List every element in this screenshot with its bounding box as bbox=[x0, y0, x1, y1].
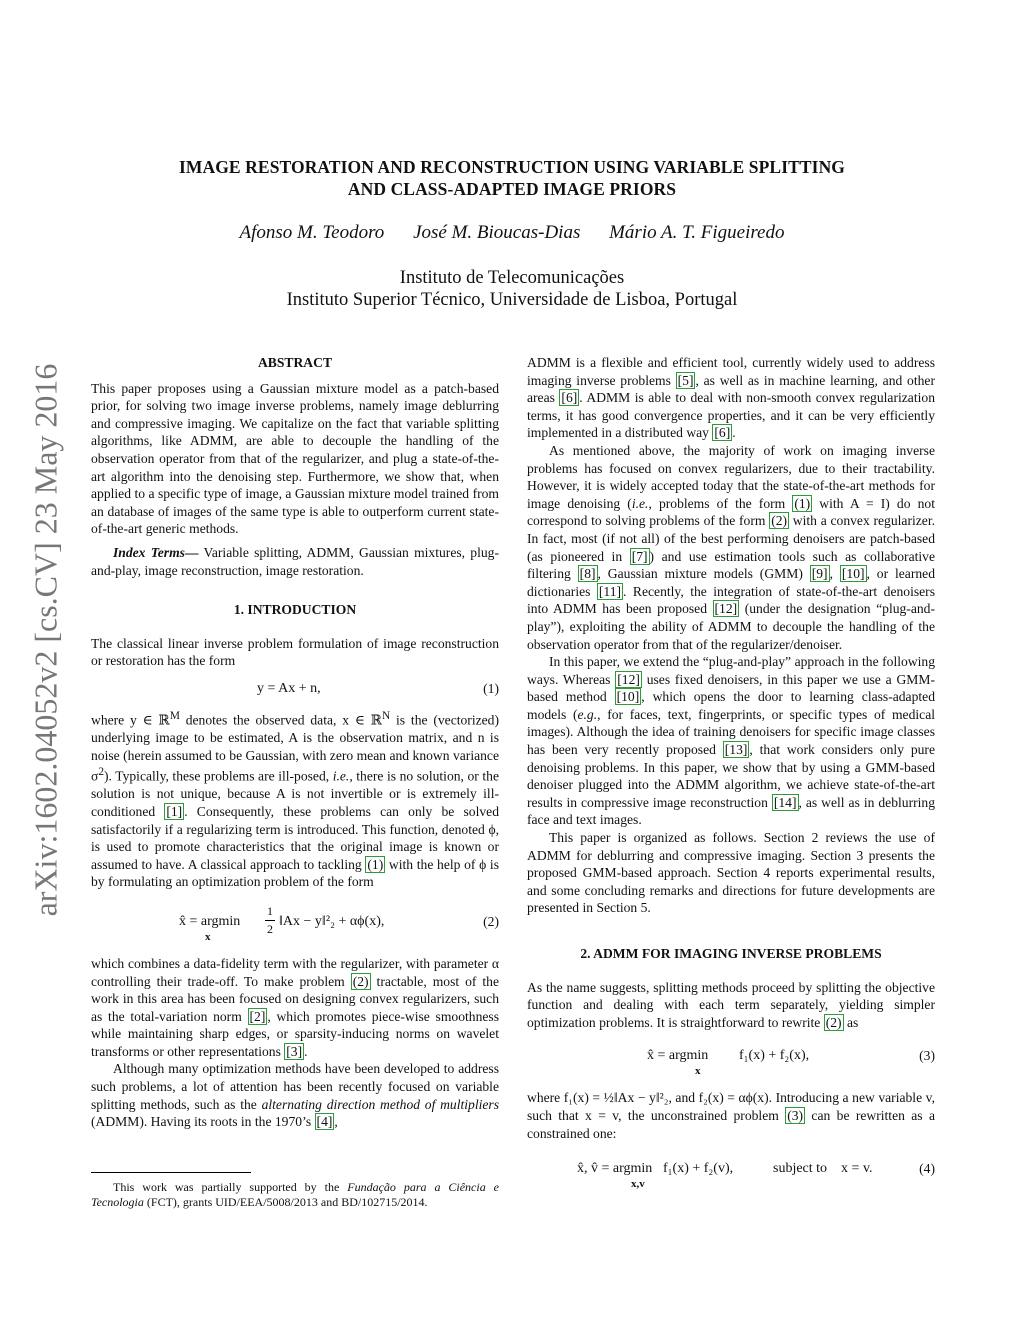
right-p2-a: As mentioned above, the majority of work on imaging inverse problems has focused on convex regularizers, due to their tractability. However, it is widely accepted today that the state-of-the-art methods for image denoising ( bbox=[527, 442, 935, 511]
equation-2-lhs: x̂ = argmin bbox=[179, 913, 241, 929]
right-p1-d: . bbox=[732, 425, 736, 441]
intro-p2-e: , there is no solution, or the solution is not unique, because A is not invertible or is extremely ill-conditioned bbox=[91, 768, 499, 819]
intro-p2-f: . Consequently, these problems can only be solved satisfactorily if a regularizing term is introduced. This function, denoted ϕ, is used to promote characteristics that the original image is known or assumed to have. A classical approach to tackling bbox=[91, 803, 499, 872]
section-2-heading: 2. ADMM FOR IMAGING INVERSE PROBLEMS bbox=[580, 946, 882, 961]
citation-2[interactable]: [2] bbox=[249, 1008, 266, 1024]
right-p2-d: with a convex regularizer. In fact, most (if not all) of the best performing denoisers are patch-based (as pioneered in bbox=[527, 513, 935, 564]
equation-3-rhs: f₁(x) + f₂(x), bbox=[739, 1048, 810, 1064]
intro-p2-sup1: M bbox=[169, 709, 180, 722]
citation-5[interactable]: [5] bbox=[677, 372, 694, 388]
citation-12[interactable]: [12] bbox=[714, 601, 738, 617]
right-p2 bbox=[527, 442, 935, 653]
paper-title bbox=[0, 156, 1024, 200]
equation-4-rhs: f₁(x) + f₂(v), bbox=[663, 1161, 734, 1177]
intro-p2-sup3: 2 bbox=[98, 766, 104, 779]
right-p1 bbox=[527, 354, 935, 442]
equation-4-sub: x,v bbox=[631, 1178, 645, 1191]
footnote-rule bbox=[91, 1172, 251, 1173]
right-p1-c: . ADMM is able to deal with non-smooth convex regularization terms, it has good convergence properties, and it can be very efficiently implemented in a distributed way bbox=[527, 390, 935, 441]
right-p2-i: . Recently, the integration of state-of-the-art denoisers into ADMM has been proposed bbox=[527, 583, 935, 617]
index-terms-text: Variable splitting, ADMM, Gaussian mixtures, plug-and-play, image reconstruction, image restoration. bbox=[91, 544, 499, 578]
right-p5-a: As the name suggests, splitting methods proceed by splitting the objective function and dealing with each term separately, yielding simpler optimization problems. It is straightforward to rewrite bbox=[527, 979, 935, 1030]
footnote-b: (FCT), grants UID/EEA/5008/2013 and BD/102715/2014. bbox=[143, 1195, 428, 1209]
title-line-1: IMAGE RESTORATION AND RECONSTRUCTION USING VARIABLE SPLITTING bbox=[178, 157, 846, 177]
arxiv-stamp bbox=[28, 340, 64, 940]
right-p6 bbox=[527, 1089, 935, 1142]
citation-11[interactable]: [11] bbox=[598, 583, 622, 599]
equation-ref-2c[interactable]: (2) bbox=[825, 1014, 842, 1030]
citation-6[interactable]: [6] bbox=[561, 390, 578, 406]
citation-10[interactable]: [10] bbox=[841, 566, 865, 582]
right-p3-d: , for faces, text, fingerprints, or specific types of medical images). Although the idea of training denoisers for specific image classes has been very recently proposed bbox=[527, 706, 936, 758]
intro-p2-c: is the (vectorized) underlying image to be estimated, A is the observation matrix, and n is noise (herein assumed to be Gaussian, with zero mean and known variance σ bbox=[91, 712, 500, 784]
right-column bbox=[527, 354, 935, 1190]
citation-1[interactable]: [1] bbox=[166, 803, 183, 819]
affiliation-line-2: Instituto Superior Técnico, Universidade de Lisboa, Portugal bbox=[286, 290, 738, 310]
intro-p2-a: where y ∈ ℝ bbox=[91, 712, 170, 728]
intro-p2-ie: i.e. bbox=[332, 768, 350, 784]
right-p5-b: as bbox=[843, 1014, 859, 1030]
equation-4-number: (4) bbox=[919, 1161, 935, 1177]
right-p2-c: with A = I) do not correspond to solving problems of the form bbox=[527, 495, 936, 529]
equation-2 bbox=[91, 891, 499, 947]
equation-ref-1b[interactable]: (1) bbox=[794, 495, 811, 511]
right-p6-b: can be rewritten as a constrained one: bbox=[527, 1107, 935, 1141]
right-p3-eg: e.g. bbox=[577, 706, 598, 722]
equation-3-sub: x bbox=[695, 1065, 701, 1078]
equation-4-lhs: x̂, v̂ = argmin bbox=[577, 1161, 653, 1177]
equation-ref-2[interactable]: (2) bbox=[352, 973, 369, 989]
equation-3 bbox=[527, 1031, 935, 1081]
affiliation-line-1: Instituto de Telecomunicações bbox=[399, 268, 625, 288]
equation-ref-1[interactable]: (1) bbox=[367, 856, 384, 872]
equation-2-frac bbox=[265, 903, 275, 938]
equation-3-lhs: x̂ = argmin bbox=[647, 1048, 709, 1064]
intro-p2-b: denotes the observed data, x ∈ ℝ bbox=[179, 712, 383, 728]
equation-2-frac-den: 2 bbox=[265, 920, 275, 939]
intro-p2-sup2: N bbox=[382, 709, 391, 722]
left-column bbox=[91, 354, 499, 1131]
citation-3[interactable]: [3] bbox=[286, 1043, 303, 1059]
intro-p3-a: which combines a data-fidelity term with the regularizer, with parameter α controlling their trade-off. To make problem bbox=[91, 955, 499, 989]
intro-p3-d: . bbox=[304, 1043, 308, 1059]
citation-14[interactable]: [14] bbox=[773, 794, 797, 810]
equation-2-rhs: ‖Ax − y‖²₂ + αϕ(x), bbox=[279, 913, 385, 929]
equation-2-number: (2) bbox=[483, 913, 499, 929]
right-p3-f: , as well as in deblurring face and text images. bbox=[527, 794, 935, 828]
footnote bbox=[91, 1180, 499, 1210]
intro-p4-b: (ADMM). Having its roots in the 1970’s bbox=[91, 1114, 315, 1130]
affiliation bbox=[0, 267, 1024, 311]
intro-p3-b: tractable, most of the work in this area has been focused on designing convex regularizers, such as the total-variation norm bbox=[91, 973, 500, 1024]
index-terms-label: Index Terms— bbox=[113, 544, 199, 560]
intro-p3 bbox=[91, 955, 499, 1061]
intro-p4-italic: alternating direction method of multipliers bbox=[261, 1096, 499, 1112]
intro-p4-a: Although many optimization methods have been developed to address such problems, a lot of attention has been recently focused on variable splitting methods, such as the bbox=[91, 1061, 499, 1112]
citation-13[interactable]: [13] bbox=[724, 742, 748, 758]
equation-1-number: (1) bbox=[483, 680, 499, 696]
right-p2-e: ) and use estimation tools such as collaborative filtering bbox=[527, 548, 935, 582]
citation-10b[interactable]: [10] bbox=[616, 689, 640, 705]
intro-p2-g: with the help of ϕ is by formulating an optimization problem of the form bbox=[91, 856, 499, 890]
equation-2-sub: x bbox=[205, 930, 211, 943]
footnote-a: This work was partially supported by the bbox=[113, 1180, 348, 1194]
right-p2-f: , Gaussian mixture models (GMM) bbox=[597, 566, 810, 582]
intro-p4 bbox=[91, 1060, 499, 1130]
abstract-text: This paper proposes using a Gaussian mixture model as a patch-based prior, for solving two image inverse problems, namely image deblurring and compressive imaging. We capitalize on the fact that variable splitting algorithms, like ADMM, are able to decouple the handling of the observation operator from that of the regularizer, and plug a state-of-the-art algorithm into the denoising step. Furthermore, we show that, when applied to a specific type of image, a Gaussian mixture model trained from an database of images of the same type is able to outperform current state-of-the-art generic methods. bbox=[91, 380, 499, 537]
intro-p1: The classical linear inverse problem formulation of image reconstruction or restoration has the form bbox=[91, 635, 499, 669]
citation-6b[interactable]: [6] bbox=[714, 425, 731, 441]
right-p2-h: , or learned dictionaries bbox=[527, 566, 935, 599]
right-p3 bbox=[527, 653, 935, 829]
right-p2-ie: i.e. bbox=[631, 495, 649, 511]
citation-12b[interactable]: [12] bbox=[617, 671, 640, 687]
citation-7[interactable]: [7] bbox=[631, 548, 648, 564]
citation-9[interactable]: [9] bbox=[811, 566, 828, 582]
intro-p3-c: , which promotes piece-wise smoothness while maintaining sharp edges, or sparsity-inducing norms on wavelet transforms or other representations bbox=[91, 1008, 499, 1059]
equation-2-frac-num: 1 bbox=[267, 903, 273, 918]
right-p3-e: , that work considers only pure denoising problems. In this paper, we show that by using a GMM-based denoiser plugged into the ADMM algorithm, we achieve state-of-the-art results in compressive image reconstruction bbox=[527, 742, 935, 810]
right-p1-b: , as well as in machine learning, and other areas bbox=[527, 372, 935, 406]
citation-4[interactable]: [4] bbox=[316, 1114, 333, 1130]
right-p3-a: In this paper, we extend the “plug-and-play” approach in the following ways. Whereas bbox=[527, 654, 935, 687]
intro-p2 bbox=[91, 708, 499, 891]
citation-8[interactable]: [8] bbox=[579, 566, 596, 582]
right-p3-c: , which opens the door to learning class-adapted models ( bbox=[527, 689, 935, 722]
equation-1-body: y = Ax + n, bbox=[257, 680, 321, 696]
right-p3-b: uses fixed denoisers, in this paper we use a GMM-based method bbox=[527, 671, 935, 705]
right-p5 bbox=[527, 979, 935, 1032]
equation-4-condition: subject to x = v. bbox=[773, 1161, 873, 1177]
intro-heading: 1. INTRODUCTION bbox=[233, 602, 357, 618]
equation-3-number: (3) bbox=[919, 1048, 935, 1064]
footnote-italic: Fundação para a Ciência e Tecnologia bbox=[91, 1180, 499, 1209]
right-p2-j: (under the designation “plug-and-play”), exploiting the ability of ADMM to decouple the handling of the observation operator from that of the regularizer/denoiser. bbox=[527, 601, 935, 652]
right-p1-a: ADMM is a flexible and efficient tool, currently widely used to address imaging inverse problems bbox=[527, 355, 935, 388]
author-2: José M. Bioucas-Dias bbox=[413, 222, 581, 243]
right-p4: This paper is organized as follows. Section 2 reviews the use of ADMM for deblurring and compressive imaging. Section 3 presents the proposed GMM-based approach. Section 4 reports experimental results, and some concluding remarks and directions for future developments are presented in Section 5. bbox=[527, 830, 935, 916]
intro-p4-c: , bbox=[334, 1114, 338, 1130]
right-p2-b: , problems of the form bbox=[648, 495, 793, 511]
arxiv-id: arXiv:1602.04052v2 [cs.CV] 23 May 2016 bbox=[27, 363, 64, 917]
equation-ref-3[interactable]: (3) bbox=[787, 1107, 804, 1123]
equation-ref-2b[interactable]: (2) bbox=[771, 513, 788, 529]
right-p6-a: where f₁(x) = ½‖Ax − y‖²₂, and f₂(x) = αϕ(x). Introducing a new variable v, such that x = v, the unconstrained problem bbox=[527, 1090, 935, 1123]
author-list bbox=[0, 222, 1024, 244]
author-3: Mário A. T. Figueiredo bbox=[609, 222, 785, 243]
index-terms bbox=[91, 544, 499, 579]
abstract-heading: ABSTRACT bbox=[257, 355, 333, 370]
title-line-2: AND CLASS-ADAPTED IMAGE PRIORS bbox=[347, 179, 677, 199]
equation-1 bbox=[91, 670, 499, 708]
intro-p2-d: ). Typically, these problems are ill-posed, bbox=[104, 768, 333, 784]
right-p2-g: , bbox=[829, 566, 840, 582]
author-1: Afonso M. Teodoro bbox=[239, 222, 385, 243]
equation-4 bbox=[527, 1142, 935, 1190]
